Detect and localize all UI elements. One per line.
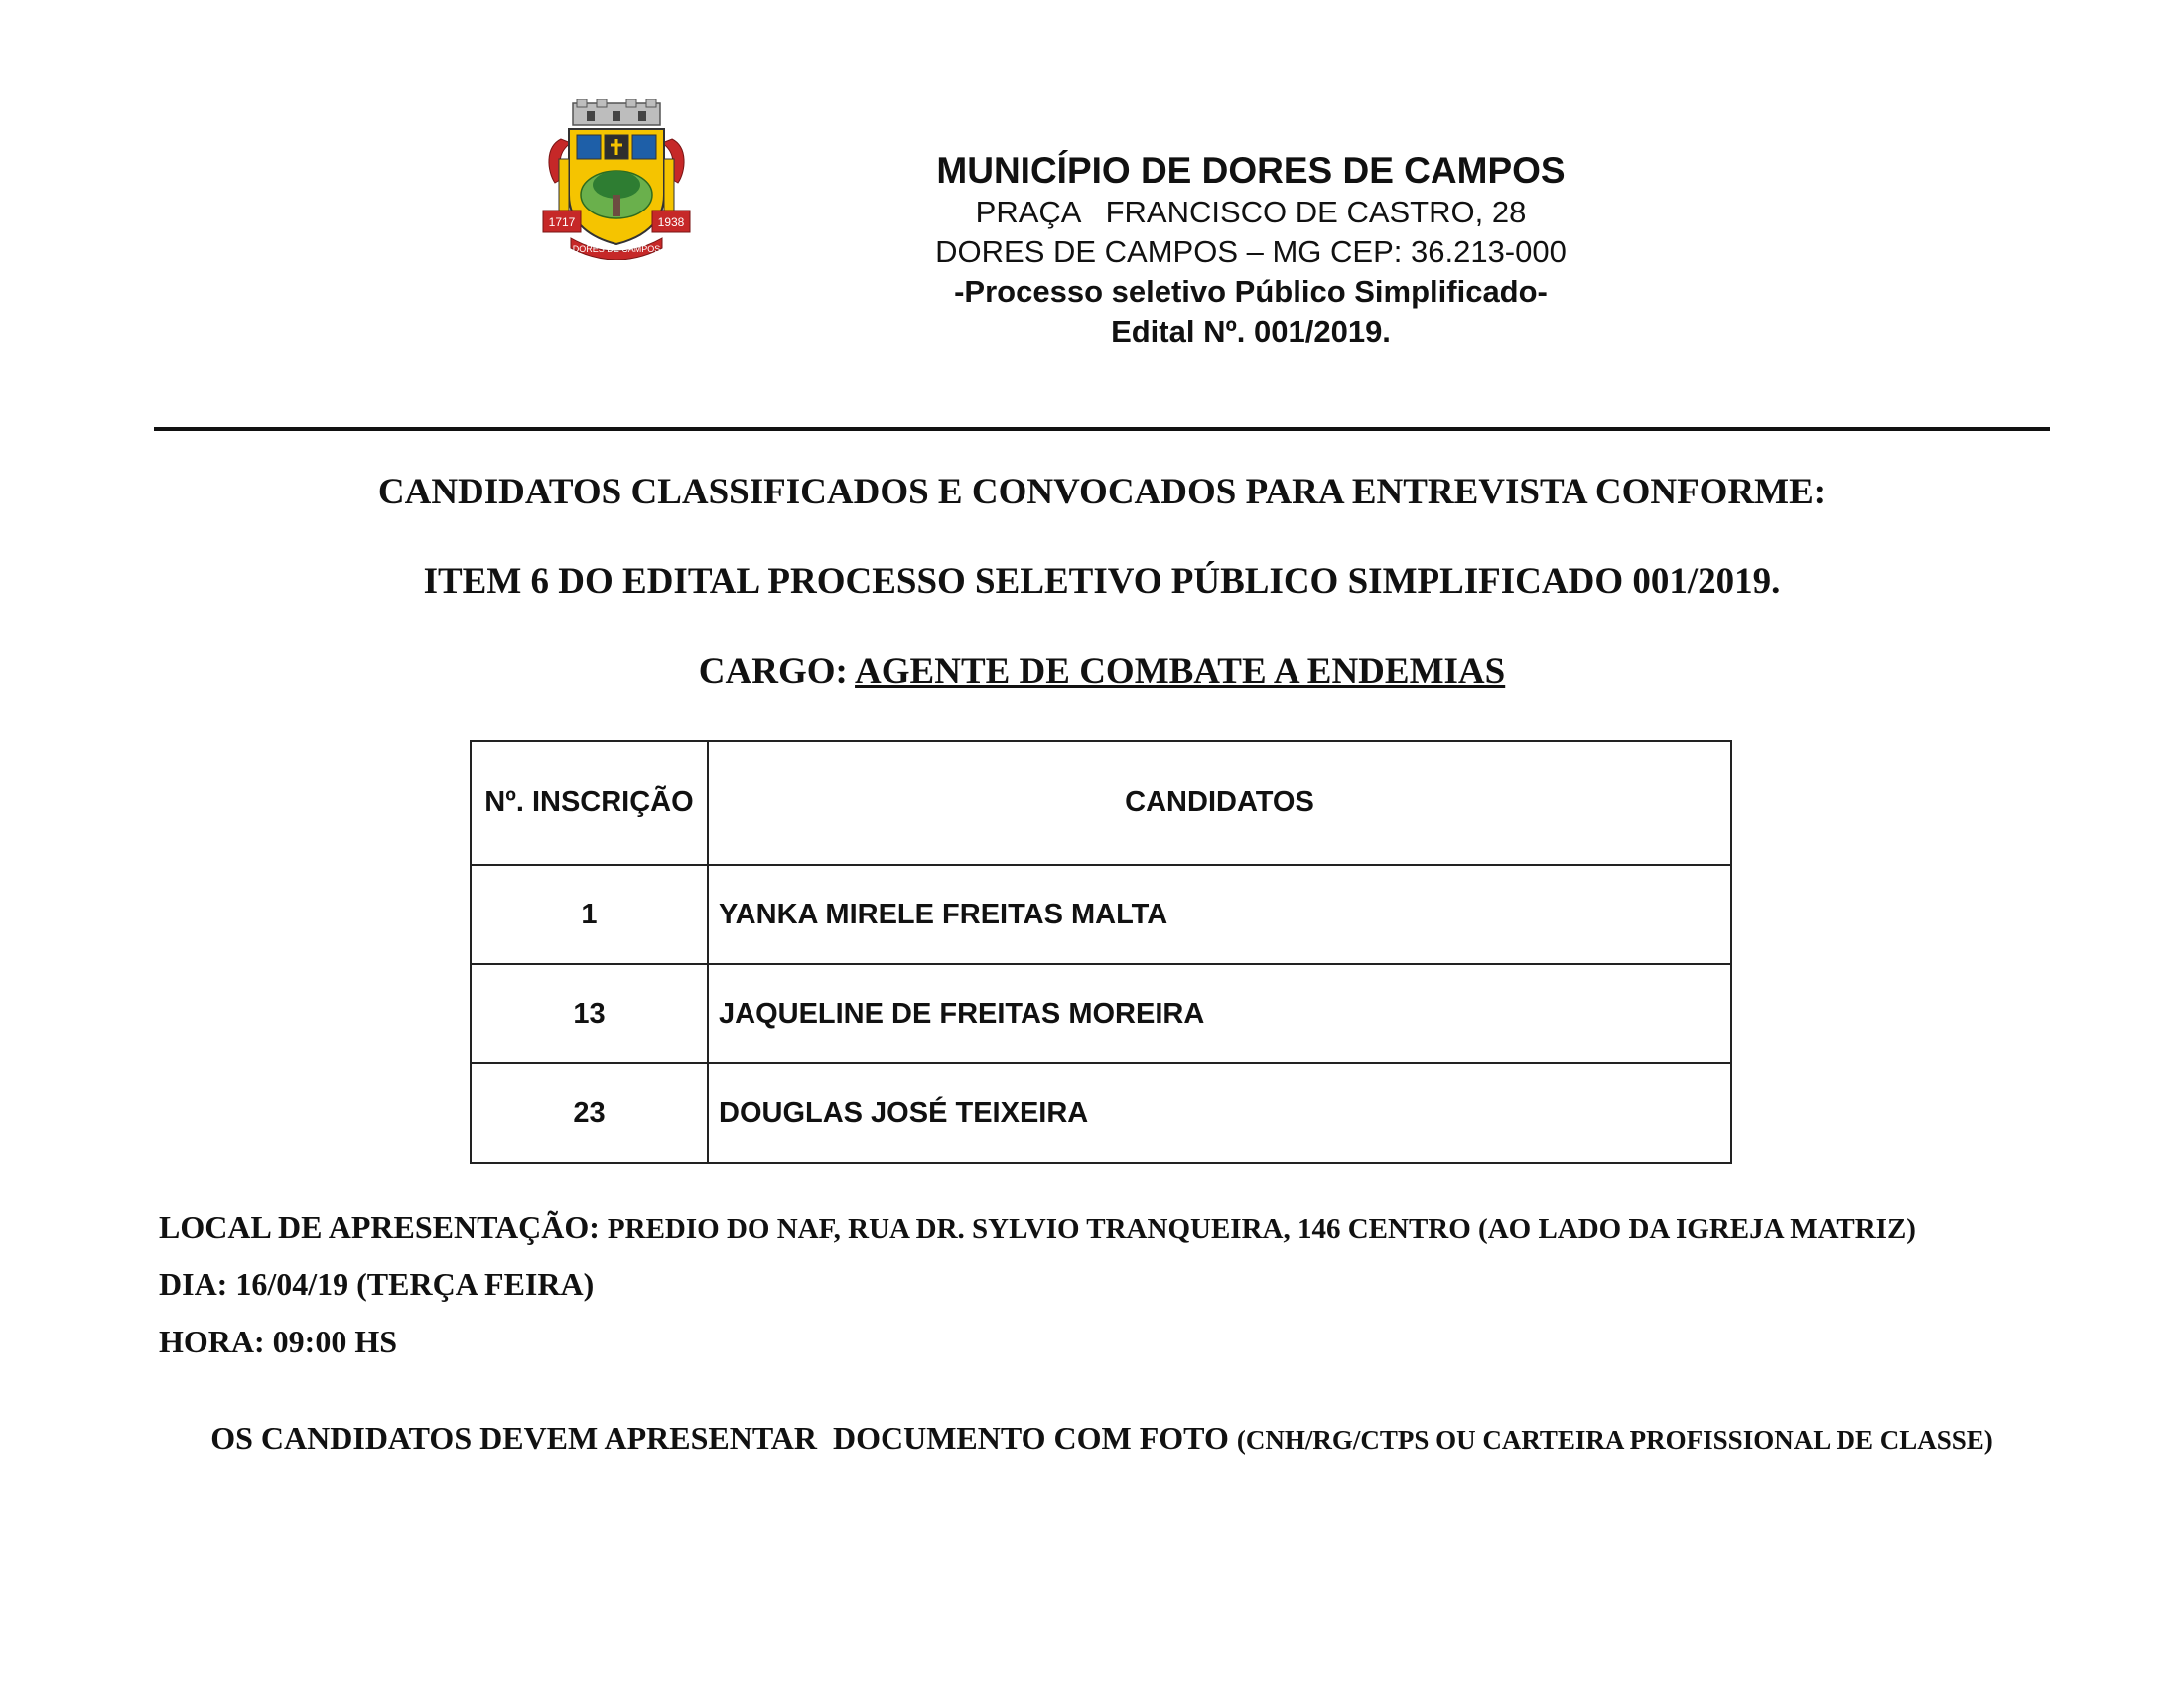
process-title: -Processo seletivo Público Simplificado- <box>954 274 1548 309</box>
edital-number: Edital Nº. 001/2019. <box>1111 314 1391 349</box>
table-row <box>471 1063 1731 1163</box>
header-candidatos: CANDIDATOS <box>708 741 1731 865</box>
document-requirement-note <box>154 1420 2050 1457</box>
inscricao-cell: 13 <box>471 964 708 1063</box>
heading-item-reference: ITEM 6 DO EDITAL PROCESSO SELETIVO PÚBLICO SIMPLIFICADO 001/2019. <box>423 561 1781 602</box>
address-line-1: PRAÇA FRANCISCO DE CASTRO, 28 <box>975 195 1527 229</box>
header-divider <box>154 427 2050 431</box>
address-line-2: DORES DE CAMPOS – MG CEP: 36.213-000 <box>935 234 1567 269</box>
candidate-name-cell: DOUGLAS JOSÉ TEIXEIRA <box>708 1063 1731 1163</box>
heading-convocation: CANDIDATOS CLASSIFICADOS E CONVOCADOS PARA ENTREVISTA CONFORME: <box>377 472 1827 512</box>
note-main: OS CANDIDATOS DEVEM APRESENTAR DOCUMENTO COM FOTO <box>210 1420 1237 1456</box>
table-row <box>471 964 1731 1063</box>
inscricao-cell: 1 <box>471 865 708 964</box>
letterhead <box>854 149 1648 352</box>
candidates-table <box>470 740 1732 1164</box>
location-label: LOCAL DE APRESENTAÇÃO: <box>159 1209 608 1245</box>
table-header-row <box>471 741 1731 865</box>
crest-right-year: 1938 <box>657 215 685 229</box>
cargo-label: CARGO: <box>698 651 856 692</box>
crest-motto: DORES DE CAMPOS <box>572 244 661 254</box>
candidate-name-cell: YANKA MIRELE FREITAS MALTA <box>708 865 1731 964</box>
note-detail: (CNH/RG/CTPS OU CARTEIRA PROFISSIONAL DE CLASSE) <box>1236 1425 1993 1455</box>
presentation-date: DIA: 16/04/19 (TERÇA FEIRA) <box>159 1266 595 1302</box>
cargo-value: AGENTE DE COMBATE A ENDEMIAS <box>855 651 1506 692</box>
presentation-location <box>159 1209 1916 1246</box>
table-row <box>471 865 1731 964</box>
location-value: PREDIO DO NAF, RUA DR. SYLVIO TRANQUEIRA, 146 CENTRO (AO LADO DA IGREJA MATRIZ) <box>607 1213 1916 1245</box>
municipality-name: MUNICÍPIO DE DORES DE CAMPOS <box>936 150 1566 191</box>
presentation-time: HORA: 09:00 HS <box>159 1324 397 1359</box>
municipal-coat-of-arms-icon <box>541 99 692 260</box>
inscricao-cell: 23 <box>471 1063 708 1163</box>
header-inscricao: Nº. INSCRIÇÃO <box>471 741 708 865</box>
candidate-name-cell: JAQUELINE DE FREITAS MOREIRA <box>708 964 1731 1063</box>
crest-left-year: 1717 <box>548 215 576 229</box>
heading-cargo <box>154 650 2050 693</box>
